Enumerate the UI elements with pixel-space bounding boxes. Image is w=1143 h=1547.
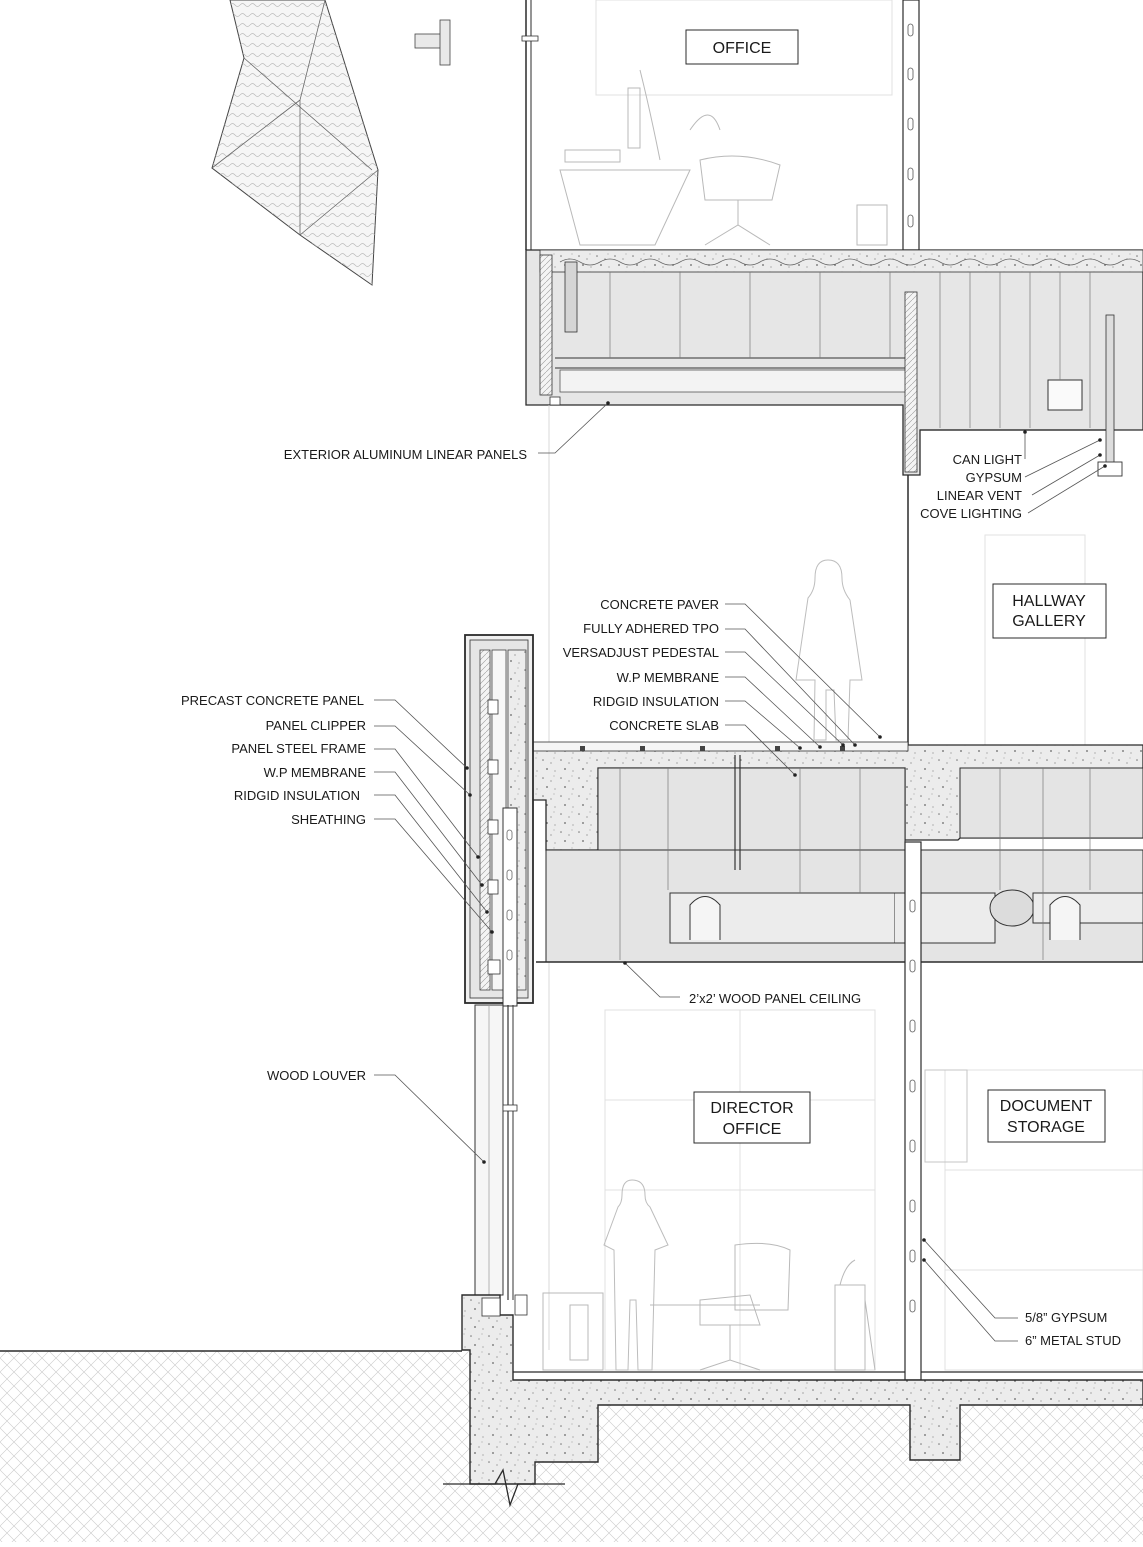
callout-exterior-panels: EXTERIOR ALUMINUM LINEAR PANELS xyxy=(283,447,527,462)
callout-concrete-paver: CONCRETE PAVER xyxy=(600,597,719,612)
callout-gypsum-58: 5/8” GYPSUM xyxy=(1025,1310,1108,1325)
room-label-storage-line1: DOCUMENT xyxy=(999,1098,1093,1115)
callout-can-light: CAN LIGHT xyxy=(952,452,1022,467)
room-label-storage-line2: STORAGE xyxy=(1007,1119,1085,1136)
callout-panel-clipper: PANEL CLIPPER xyxy=(265,718,366,733)
room-label-director-line1: DIRECTOR xyxy=(710,1100,794,1117)
roof-slab xyxy=(513,742,1143,962)
callout-tpo: FULLY ADHERED TPO xyxy=(583,621,719,636)
callout-wood-louver: WOOD LOUVER xyxy=(267,1068,366,1083)
room-tag-document-storage xyxy=(988,1090,1105,1142)
callout-concrete-slab: CONCRETE SLAB xyxy=(609,718,719,733)
callout-precast-panel: PRECAST CONCRETE PANEL xyxy=(180,693,364,708)
callout-cove-lighting: COVE LIGHTING xyxy=(920,506,1022,521)
room-label-office: OFFICE xyxy=(712,40,772,57)
precast-panel-assembly xyxy=(465,635,533,1006)
room-label-hallway-line1: HALLWAY xyxy=(1012,593,1086,610)
sculpture xyxy=(212,0,450,285)
callout-sheathing: SHEATHING xyxy=(291,812,366,827)
room-tag-hallway-gallery xyxy=(993,584,1106,638)
room-label-hallway-line2: GALLERY xyxy=(1012,613,1086,630)
callout-wp-membrane-roof: W.P MEMBRANE xyxy=(616,670,719,685)
callout-pedestal: VERSADJUST PEDESTAL xyxy=(562,645,719,660)
callout-wp-membrane-wall: W.P MEMBRANE xyxy=(263,765,366,780)
callout-insulation-roof: RIDGID INSULATION xyxy=(592,694,719,709)
callout-insulation-wall: RIDGID INSULATION xyxy=(233,788,360,803)
room-label-director-line2: OFFICE xyxy=(722,1121,782,1138)
upper-slab xyxy=(526,250,1143,476)
callout-metal-stud: 6” METAL STUD xyxy=(1025,1333,1122,1348)
callout-panel-frame: PANEL STEEL FRAME xyxy=(231,741,366,756)
callout-linear-vent: LINEAR VENT xyxy=(936,488,1022,503)
callout-wood-ceiling: 2’x2’ WOOD PANEL CEILING xyxy=(689,991,862,1006)
room-tag-director-office xyxy=(694,1092,810,1143)
room-tag-office xyxy=(686,30,798,64)
callout-gypsum: GYPSUM xyxy=(965,470,1022,485)
